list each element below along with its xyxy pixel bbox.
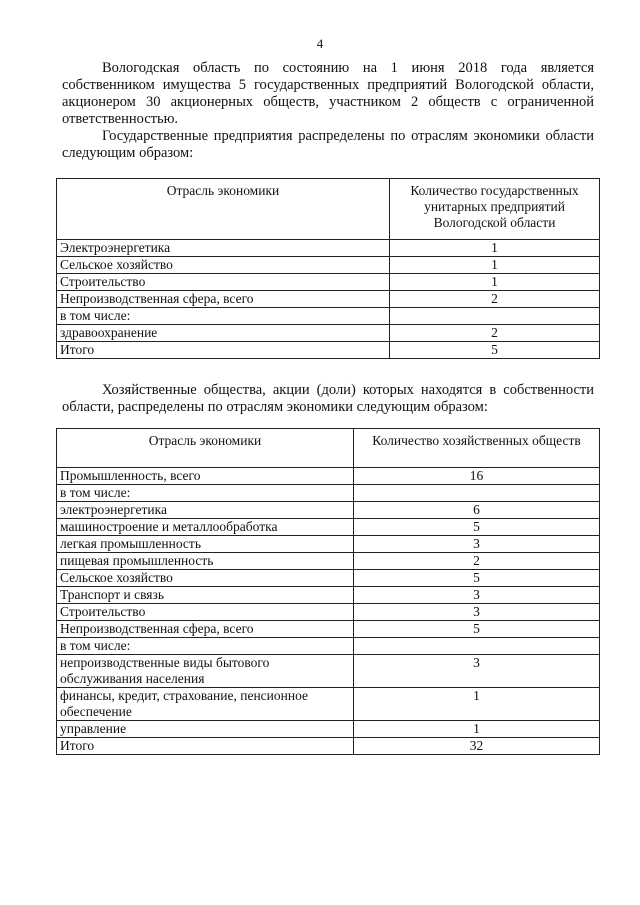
count-cell: 2 xyxy=(390,291,600,308)
table-row-total xyxy=(57,738,600,755)
industry-cell: Итого xyxy=(57,342,390,359)
table-row xyxy=(57,240,600,257)
count-cell: 1 xyxy=(390,240,600,257)
page-number: 4 xyxy=(316,36,324,51)
industry-cell: Электроэнергетика xyxy=(57,240,390,257)
count-cell: 5 xyxy=(354,621,600,638)
intro-paragraph: Вологодская область по состоянию на 1 июня 2018 года является собственником имущества 5 государственных предприятий Вологодской области, акционером 30 акционерных обществ, участником 2 обществ с ограниченной ответственностью. xyxy=(62,60,594,127)
enterprises-paragraph: Государственные предприятия распределены по отраслям экономики области следующим образом: xyxy=(62,128,594,161)
table-row xyxy=(57,721,600,738)
table-row xyxy=(57,655,600,688)
table-row xyxy=(57,570,600,587)
count-cell: 16 xyxy=(354,468,600,485)
industry-cell: здравоохранение xyxy=(57,325,390,342)
table-row xyxy=(57,257,600,274)
count-cell: 5 xyxy=(354,570,600,587)
count-cell: 32 xyxy=(354,738,600,755)
table-header-row xyxy=(57,429,600,468)
industry-cell: финансы, кредит, страхование, пенсионное обеспечение xyxy=(57,688,354,721)
table-row xyxy=(57,587,600,604)
table-row xyxy=(57,274,600,291)
table-row xyxy=(57,308,600,325)
count-cell: 6 xyxy=(354,502,600,519)
column-header-count: Количество хозяйственных обществ xyxy=(354,429,600,468)
industry-cell: пищевая промышленность xyxy=(57,553,354,570)
count-cell: 1 xyxy=(354,721,600,738)
table-row xyxy=(57,638,600,655)
industry-cell: Сельское хозяйство xyxy=(57,570,354,587)
count-cell: 3 xyxy=(354,536,600,553)
industry-cell: Строительство xyxy=(57,274,390,291)
industry-cell: Сельское хозяйство xyxy=(57,257,390,274)
industry-cell: Строительство xyxy=(57,604,354,621)
count-cell: 1 xyxy=(390,257,600,274)
table-row xyxy=(57,621,600,638)
industry-cell: машиностроение и металлообработка xyxy=(57,519,354,536)
count-cell: 1 xyxy=(390,274,600,291)
count-cell: 3 xyxy=(354,587,600,604)
table-row xyxy=(57,485,600,502)
count-cell xyxy=(390,308,600,325)
industry-cell: электроэнергетика xyxy=(57,502,354,519)
table-row xyxy=(57,604,600,621)
state-enterprises-table xyxy=(56,178,600,359)
industry-cell: управление xyxy=(57,721,354,738)
industry-cell: в том числе: xyxy=(57,638,354,655)
table-row xyxy=(57,688,600,721)
industry-cell: легкая промышленность xyxy=(57,536,354,553)
count-cell: 5 xyxy=(354,519,600,536)
count-cell xyxy=(354,638,600,655)
count-cell: 2 xyxy=(354,553,600,570)
industry-cell: в том числе: xyxy=(57,485,354,502)
table-row xyxy=(57,553,600,570)
count-cell: 2 xyxy=(390,325,600,342)
industry-cell: непроизводственные виды бытового обслуживания населения xyxy=(57,655,354,688)
column-header-industry: Отрасль экономики xyxy=(57,179,390,240)
table-row-total xyxy=(57,342,600,359)
count-cell: 3 xyxy=(354,604,600,621)
count-cell xyxy=(354,485,600,502)
table-row xyxy=(57,325,600,342)
industry-cell: Транспорт и связь xyxy=(57,587,354,604)
column-header-count: Количество государственных унитарных предприятий Вологодской области xyxy=(390,179,600,240)
table-header-row xyxy=(57,179,600,240)
industry-cell: Промышленность, всего xyxy=(57,468,354,485)
table-row xyxy=(57,502,600,519)
count-cell: 5 xyxy=(390,342,600,359)
business-companies-table xyxy=(56,428,600,755)
table-row xyxy=(57,519,600,536)
count-cell: 1 xyxy=(354,688,600,721)
industry-cell: Непроизводственная сфера, всего xyxy=(57,291,390,308)
industry-cell: Итого xyxy=(57,738,354,755)
companies-paragraph: Хозяйственные общества, акции (доли) которых находятся в собственности области, распределены по отраслям экономики следующим образом: xyxy=(62,382,594,415)
column-header-industry: Отрасль экономики xyxy=(57,429,354,468)
industry-cell: Непроизводственная сфера, всего xyxy=(57,621,354,638)
table-row xyxy=(57,468,600,485)
industry-cell: в том числе: xyxy=(57,308,390,325)
table-row xyxy=(57,536,600,553)
count-cell: 3 xyxy=(354,655,600,688)
table-row xyxy=(57,291,600,308)
